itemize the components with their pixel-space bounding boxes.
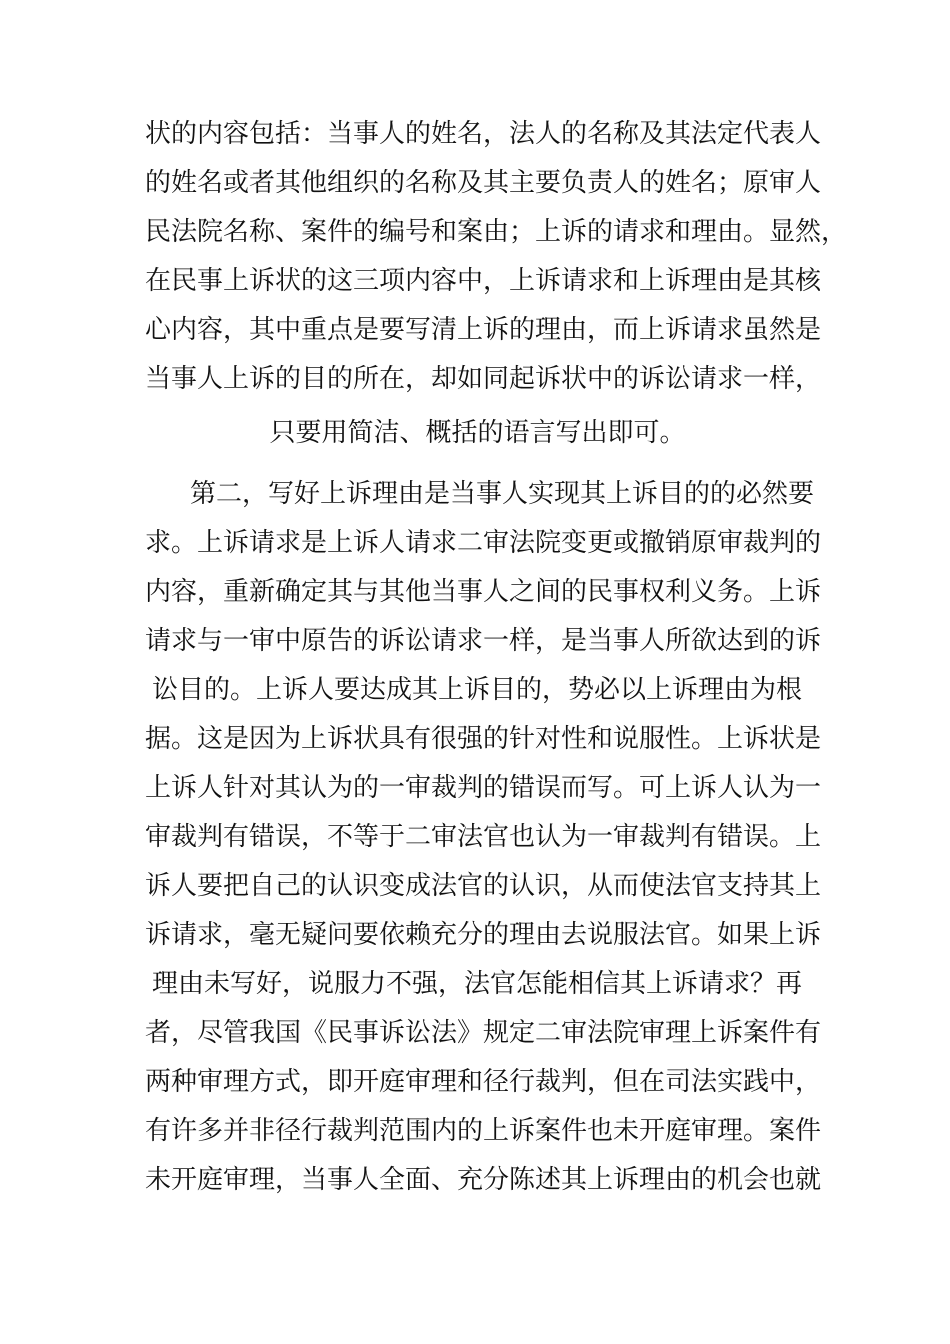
paragraph-2-line-12: 者，尽管我国《民事诉讼法》规定二审法院审理上诉案件有 [145,1018,822,1048]
paragraph-2-line-9: 诉人要把自己的认识变成法官的认识，从而使法官支持其上 [145,871,822,901]
paragraph-2-line-8: 审裁判有错误，不等于二审法官也认为一审裁判有错误。上 [145,822,822,852]
paragraph-2-line-5: 讼目的。上诉人要达成其上诉目的，势必以上诉理由为根 [152,675,803,705]
paragraph-2-line-15: 未开庭审理，当事人全面、充分陈述其上诉理由的机会也就 [145,1165,822,1195]
paragraph-2-line-1: 第二，写好上诉理由是当事人实现其上诉目的的必然要 [190,479,815,509]
paragraph-2-line-13: 两种审理方式，即开庭审理和径行裁判，但在司法实践中， [145,1067,822,1097]
text-line-4: 在民事上诉状的这三项内容中，上诉请求和上诉理由是其核 [145,266,822,296]
paragraph-2-line-2: 求。上诉请求是上诉人请求二审法院变更或撤销原审裁判的 [145,528,822,558]
text-line-5: 心内容，其中重点是要写清上诉的理由，而上诉请求虽然是 [145,315,822,345]
paragraph-2-line-4: 请求与一审中原告的诉讼请求一样，是当事人所欲达到的诉 [145,626,822,656]
paragraph-2-line-10: 诉请求，毫无疑问要依赖充分的理由去说服法官。如果上诉 [145,920,822,950]
paragraph-2-line-3: 内容，重新确定其与其他当事人之间的民事权利义务。上诉 [145,577,822,607]
text-line-7: 只要用简洁、概括的语言写出即可。 [269,418,686,448]
paragraph-2-line-7: 上诉人针对其认为的一审裁判的错误而写。可上诉人认为一 [145,773,822,803]
text-line-1: 状的内容包括：当事人的姓名，法人的名称及其法定代表人 [145,119,822,149]
text-line-3: 民法院名称、案件的编号和案由；上诉的请求和理由。显然， [145,217,848,247]
paragraph-2-line-11: 理由未写好，说服力不强，法官怎能相信其上诉请求？再 [152,969,803,999]
text-line-6: 当事人上诉的目的所在，却如同起诉状中的诉讼请求一样， [145,364,822,394]
paragraph-2-line-6: 据。这是因为上诉状具有很强的针对性和说服性。上诉状是 [145,724,822,754]
paragraph-2-line-14: 有许多并非径行裁判范围内的上诉案件也未开庭审理。案件 [145,1116,822,1146]
text-line-2: 的姓名或者其他组织的名称及其主要负责人的姓名；原审人 [145,168,822,198]
